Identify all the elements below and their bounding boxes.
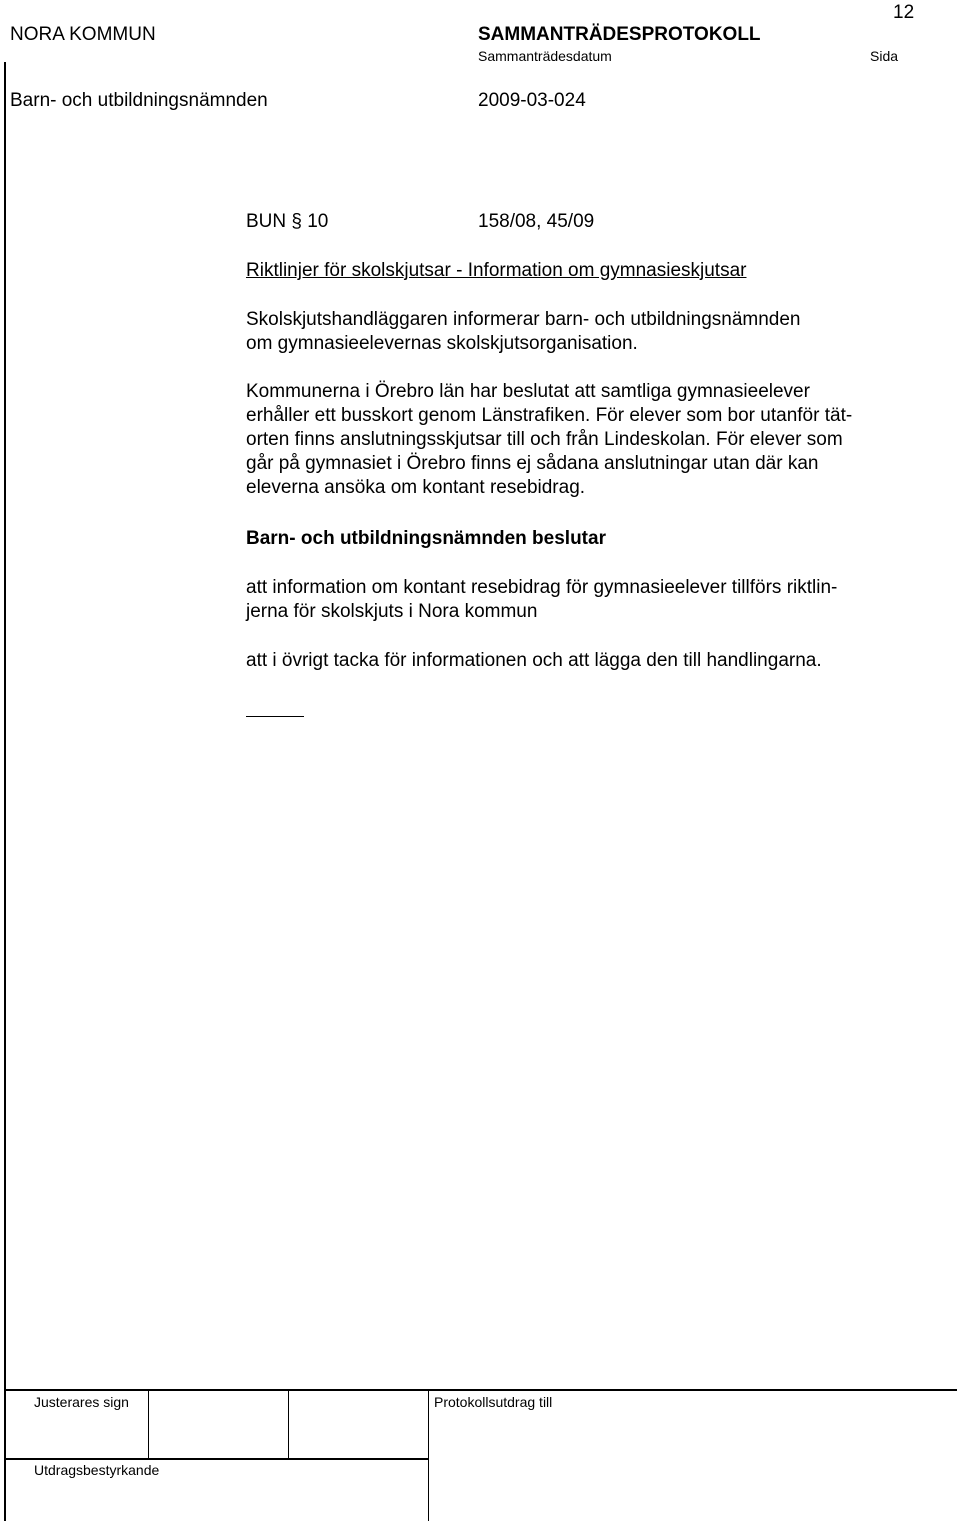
text-line: att information om kontant resebidrag för gymnasieelever tillförs riktlin- (246, 577, 838, 598)
footer-middle-border (4, 1458, 429, 1460)
meeting-date: 2009-03-024 (478, 90, 586, 111)
text-line: eleverna ansöka om kontant resebidrag. (246, 477, 586, 498)
decision-heading: Barn- och utbildningsnämnden beslutar (246, 528, 606, 549)
text-line: jerna för skolskjuts i Nora kommun (246, 601, 538, 622)
extract-to-label: Protokollsutdrag till (434, 1394, 553, 1410)
text-line: erhåller ett busskort genom Länstrafiken. För elever som bor utanför tät- (246, 405, 853, 426)
paragraph-intro (246, 308, 926, 356)
item-number: BUN § 10 (246, 211, 329, 232)
committee-name: Barn- och utbildningsnämnden (10, 90, 268, 111)
footer-divider (288, 1390, 289, 1458)
text-line: Skolskjutshandläggaren informerar barn- och utbildningsnämnden (246, 309, 801, 330)
text-line: Kommunerna i Örebro län har beslutat att samtliga gymnasieelever (246, 381, 810, 402)
decision-clause-2 (246, 649, 926, 673)
footer-divider (148, 1390, 149, 1458)
footer-divider (428, 1390, 429, 1521)
left-margin-line (4, 62, 6, 1521)
separator-line (246, 716, 304, 717)
page-number: 12 (893, 2, 915, 23)
text-line: går på gymnasiet i Örebro finns ej sådana anslutningar utan där kan (246, 453, 819, 474)
page-label: Sida (870, 48, 899, 64)
document-type: SAMMANTRÄDESPROTOKOLL (478, 24, 761, 45)
meeting-date-label: Sammanträdesdatum (478, 48, 612, 64)
text-line: orten finns anslutningsskjutsar till och från Lindeskolan. För elever som (246, 429, 843, 450)
item-reference: 158/08, 45/09 (478, 211, 595, 232)
org-name: NORA KOMMUN (10, 24, 156, 45)
footer-top-border (4, 1389, 957, 1391)
item-title: Riktlinjer för skolskjutsar - Information om gymnasieskjutsar (246, 260, 747, 281)
text-line: att i övrigt tacka för informationen och att lägga den till handlingarna. (246, 650, 822, 671)
adjuster-sign-label: Justerares sign (34, 1394, 129, 1410)
paragraph-background (246, 380, 926, 500)
text-line: om gymnasieelevernas skolskjutsorganisation. (246, 333, 638, 354)
decision-clause-1 (246, 576, 926, 624)
certifier-label: Utdragsbestyrkande (34, 1462, 160, 1478)
